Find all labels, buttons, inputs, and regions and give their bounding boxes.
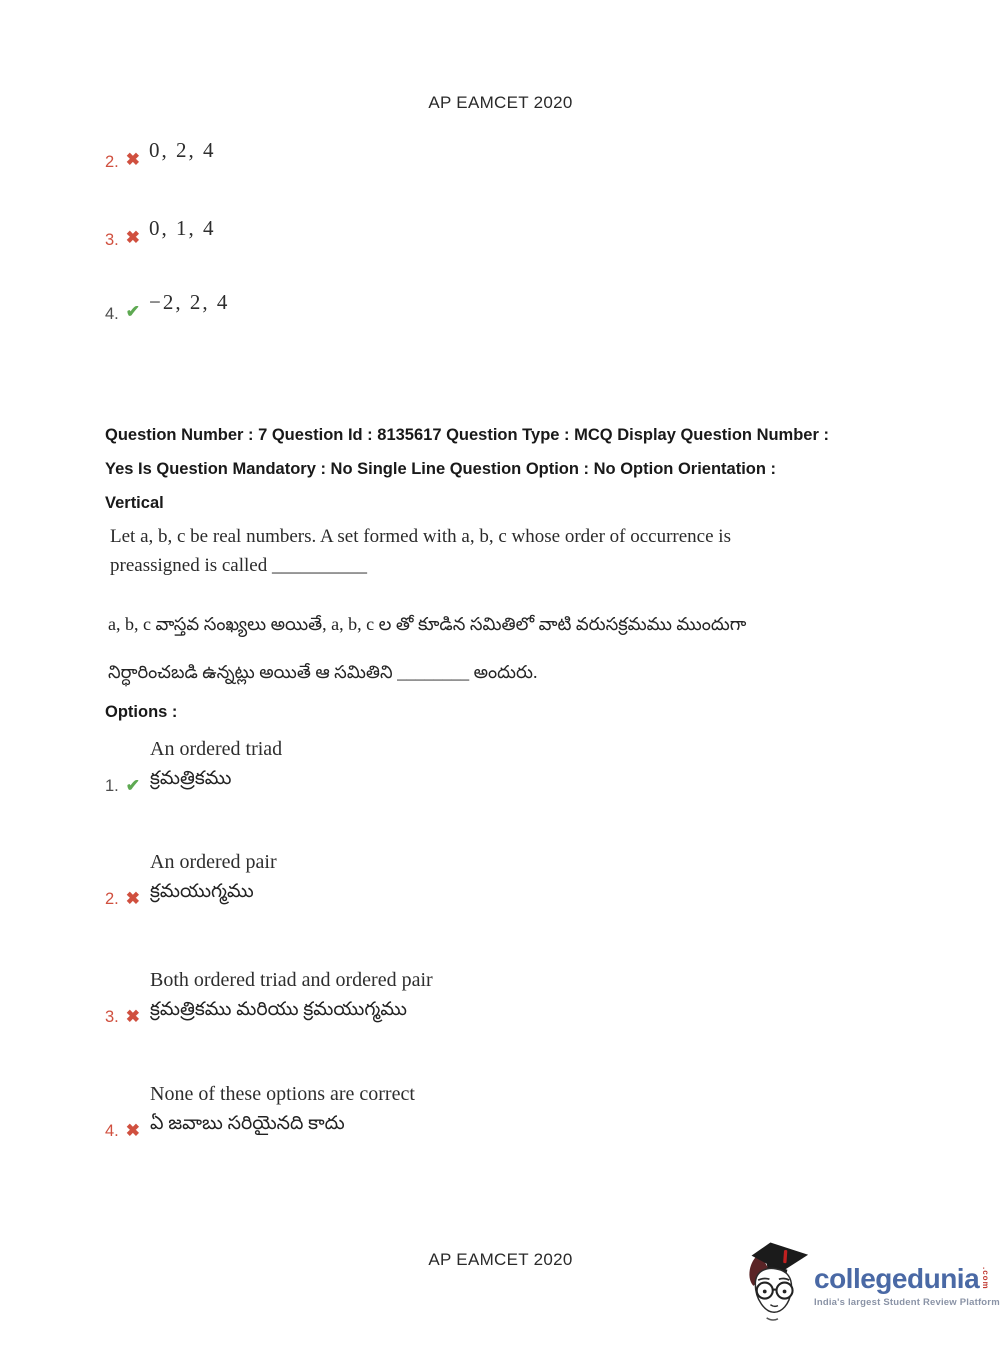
page-header-title: AP EAMCET 2020 bbox=[428, 93, 573, 112]
question-line: a, b, c వాస్తవ సంఖ్యలు అయితే, a, b, c ల తో కూడిన సమితిలో వాటి వరుసక్రమము ముందుగా bbox=[108, 614, 747, 634]
logo-brand-text: collegedunia bbox=[814, 1263, 980, 1294]
option-number: 4. bbox=[105, 1122, 119, 1140]
page-footer-title: AP EAMCET 2020 bbox=[428, 1250, 573, 1269]
prev-option-row-3 bbox=[105, 216, 216, 249]
question-text-english bbox=[110, 522, 731, 580]
question-line: Let a, b, c be real numbers. A set formed with a, b, c whose order of occurrence is bbox=[110, 526, 731, 547]
option-telugu: క్రమత్రికము మరియు క్రమయుగ్మము bbox=[150, 999, 407, 1020]
wrong-mark-icon: ✖ bbox=[125, 1007, 141, 1026]
prev-option-row-2 bbox=[105, 138, 216, 171]
option-marker bbox=[105, 1008, 140, 1027]
option-telugu: క్రమయుగ్మము bbox=[150, 881, 254, 902]
option-english: None of these options are correct bbox=[150, 1083, 415, 1105]
wrong-mark-icon: ✖ bbox=[125, 150, 141, 169]
option-english: An ordered triad bbox=[150, 738, 283, 760]
option-number: 3. bbox=[105, 231, 119, 249]
options-label: Options : bbox=[105, 703, 178, 721]
wrong-mark-icon: ✖ bbox=[125, 889, 141, 908]
prev-option-row-4 bbox=[105, 290, 230, 323]
option-english: Both ordered triad and ordered pair bbox=[150, 969, 433, 991]
correct-check-icon: ✔ bbox=[125, 302, 141, 321]
metadata-line: Vertical bbox=[105, 494, 164, 512]
option-english: An ordered pair bbox=[150, 851, 277, 873]
option-number: 3. bbox=[105, 1008, 119, 1026]
option-4 bbox=[105, 1081, 415, 1141]
option-1 bbox=[105, 736, 282, 796]
logo-text-block bbox=[814, 1242, 1000, 1308]
logo-tagline: India's largest Student Review Platform bbox=[814, 1297, 1000, 1308]
question-line: నిర్ధారించబడి ఉన్నట్లు అయితే ఆ సమితిని ________ అందురు. bbox=[108, 662, 538, 682]
option-telugu: క్రమత్రికము bbox=[150, 768, 232, 789]
option-number: 4. bbox=[105, 305, 119, 323]
option-telugu: ఏ జవాబు సరియైనది కాదు bbox=[150, 1113, 345, 1134]
option-marker bbox=[105, 1122, 140, 1141]
question-metadata bbox=[105, 418, 829, 520]
option-value: 0, 1, 4 bbox=[149, 216, 216, 240]
metadata-line: Yes Is Question Mandatory : No Single Line Question Option : No Option Orientation : bbox=[105, 460, 777, 478]
option-3 bbox=[105, 967, 433, 1027]
option-number: 2. bbox=[105, 153, 119, 171]
option-value: 0, 2, 4 bbox=[149, 138, 216, 162]
collegedunia-mascot-icon bbox=[744, 1242, 810, 1324]
logo-tld-text: .com bbox=[981, 1267, 991, 1290]
wrong-mark-icon: ✖ bbox=[125, 1121, 141, 1140]
question-line: preassigned is called __________ bbox=[110, 555, 367, 576]
option-marker bbox=[105, 777, 140, 796]
metadata-line: Question Number : 7 Question Id : 8135617 Question Type : MCQ Display Question Number : bbox=[105, 426, 829, 444]
option-2 bbox=[105, 849, 277, 909]
option-number: 2. bbox=[105, 890, 119, 908]
option-value: −2, 2, 4 bbox=[149, 290, 230, 314]
option-number: 1. bbox=[105, 777, 119, 795]
collegedunia-logo bbox=[744, 1242, 1000, 1324]
question-text-telugu bbox=[108, 600, 746, 696]
wrong-mark-icon: ✖ bbox=[125, 228, 141, 247]
option-marker bbox=[105, 890, 140, 909]
correct-check-icon: ✔ bbox=[125, 776, 141, 795]
